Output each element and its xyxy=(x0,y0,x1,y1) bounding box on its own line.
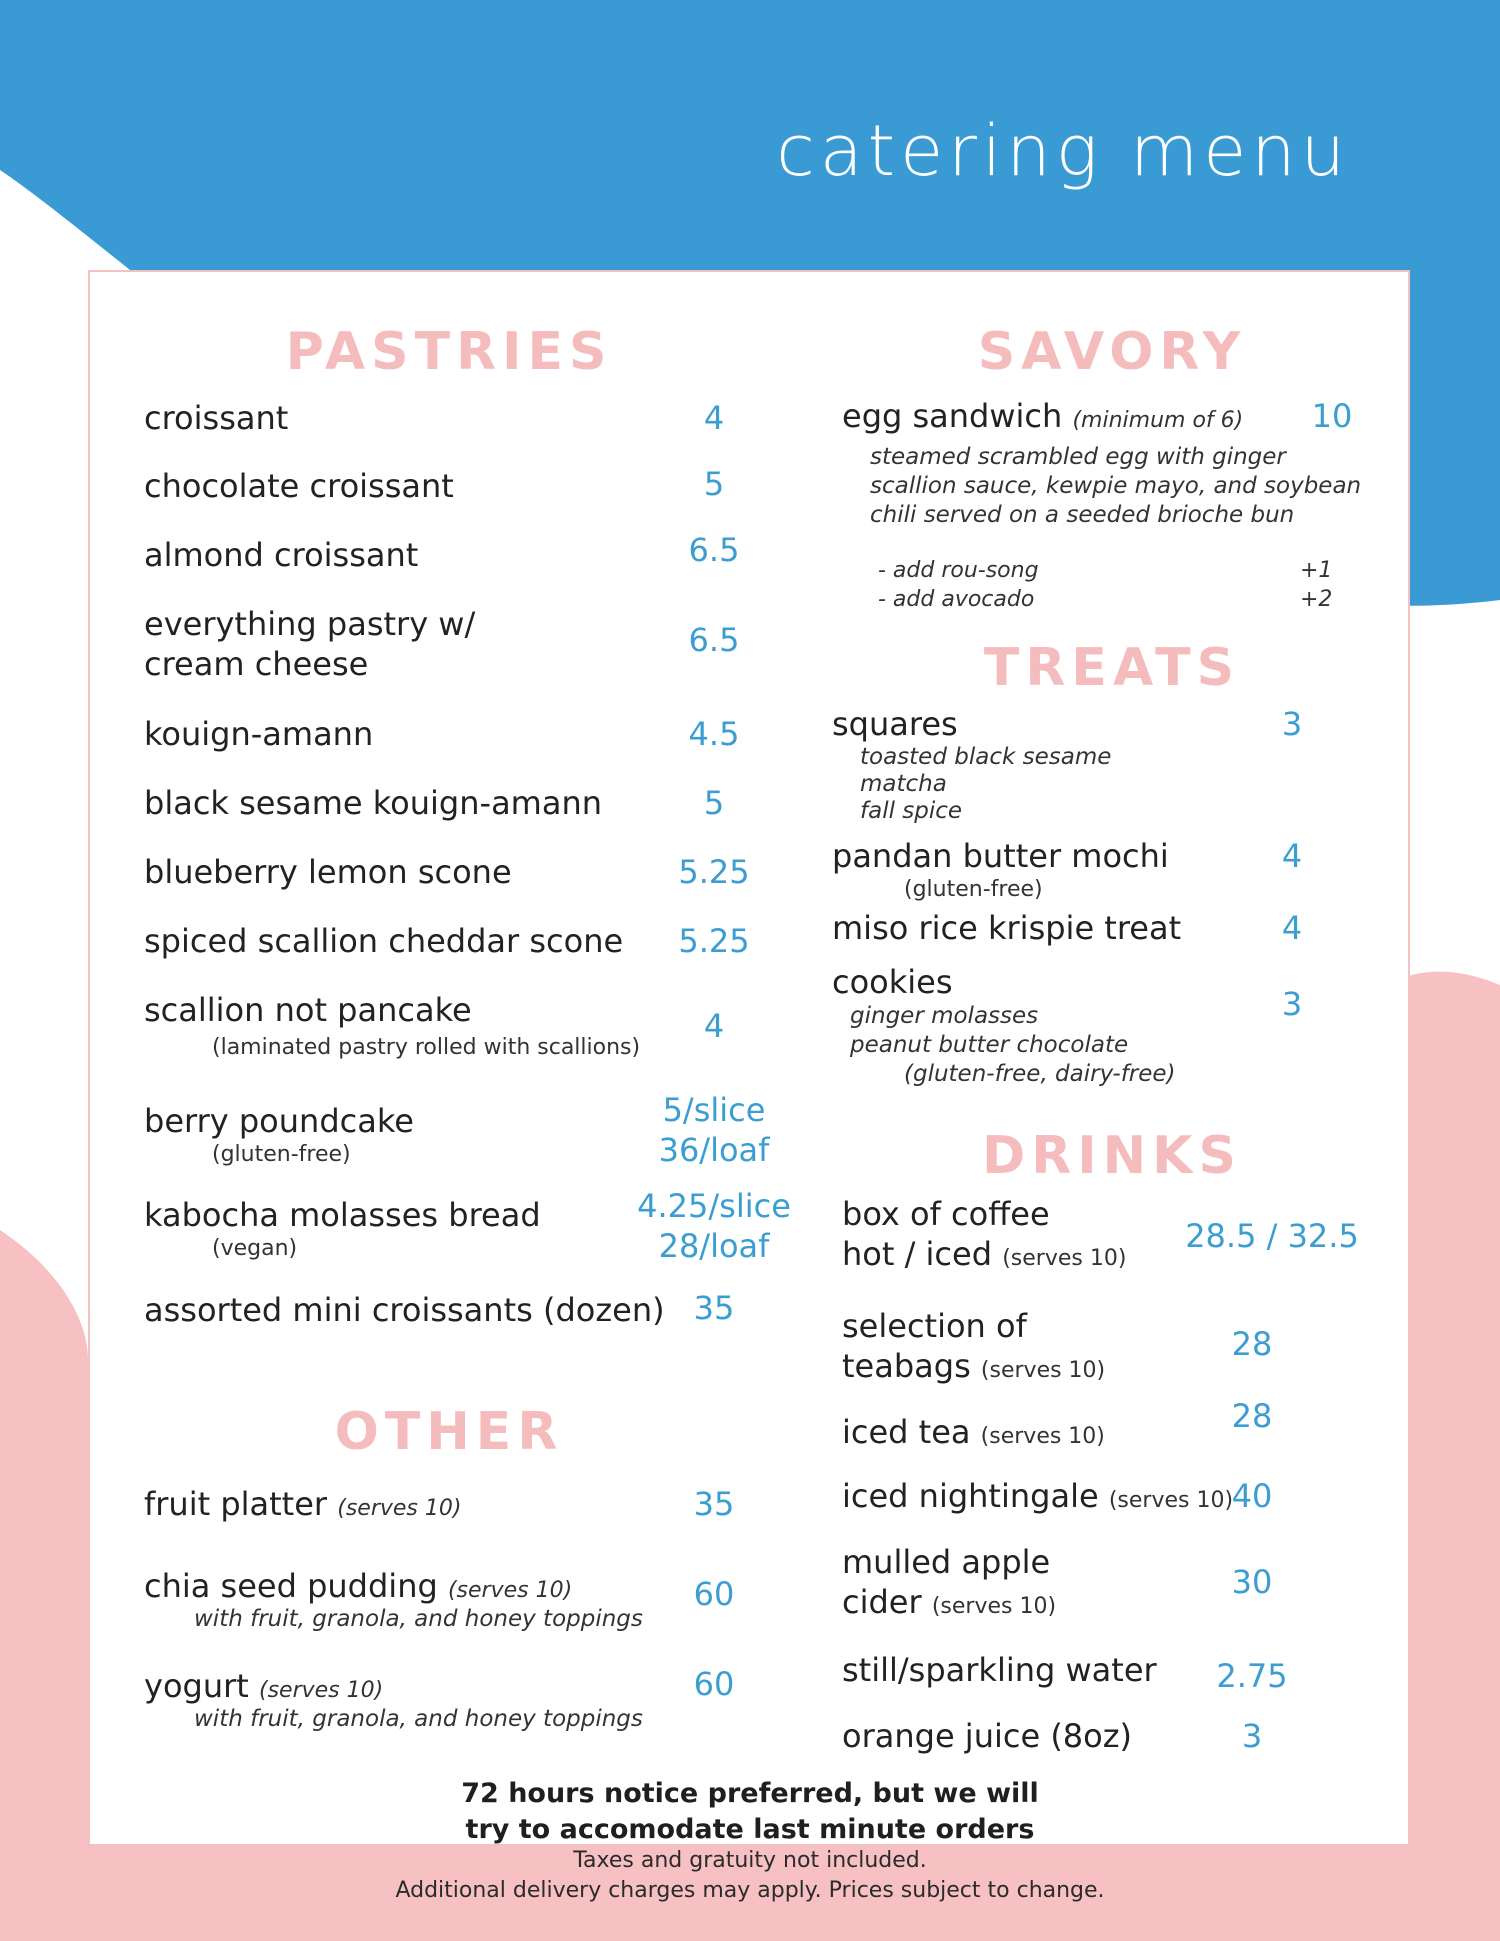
item-name: assorted mini croissants (dozen) xyxy=(144,1291,665,1329)
item-name: scallion not pancake xyxy=(144,991,472,1029)
menu-item-black-sesame-kouign-amann xyxy=(144,783,602,823)
item-name: squares xyxy=(832,705,958,743)
price-everything-pastry: 6.5 xyxy=(688,621,740,659)
item-name: chia seed pudding xyxy=(144,1567,438,1605)
menu-item-scallion-not-pancake xyxy=(144,990,640,1062)
taxes-note: Taxes and gratuity not included. xyxy=(573,1848,927,1873)
item-name: iced nightingale xyxy=(842,1477,1099,1515)
price-yogurt: 60 xyxy=(693,1665,735,1703)
addon-rou-song-price: +1 xyxy=(1300,558,1333,583)
menu-item-mulled-apple-cider xyxy=(842,1542,1056,1622)
notice-line-1: 72 hours notice preferred, but we will xyxy=(461,1778,1039,1809)
menu-item-blueberry-lemon-scone xyxy=(144,852,512,892)
item-name: box of coffee xyxy=(842,1195,1050,1233)
item-name: miso rice krispie treat xyxy=(832,909,1182,947)
item-subtitle: (laminated pastry rolled with scallions) xyxy=(212,1035,641,1060)
item-name-line2: cider xyxy=(842,1583,922,1621)
item-name: pandan butter mochi xyxy=(832,837,1169,875)
item-name: black sesame kouign-amann xyxy=(144,784,603,822)
flavor: peanut butter chocolate xyxy=(850,1032,1129,1058)
price-box-of-coffee: 28.5 / 32.5 xyxy=(1185,1217,1359,1255)
price-iced-nightingale: 40 xyxy=(1231,1477,1273,1515)
item-name: selection of xyxy=(842,1307,1027,1345)
serves-note: (serves 10) xyxy=(258,1678,384,1703)
menu-item-squares xyxy=(832,704,1111,825)
price-egg-sandwich: 10 xyxy=(1311,397,1353,435)
menu-item-almond-croissant xyxy=(144,535,418,575)
price-croissant: 4 xyxy=(703,399,725,437)
item-subtitle: (vegan) xyxy=(212,1236,298,1261)
menu-card xyxy=(88,270,1410,1846)
item-description-line: scallion sauce, kewpie mayo, and soybean xyxy=(870,473,1362,499)
item-subtitle: (gluten-free) xyxy=(212,1142,351,1167)
menu-item-iced-tea xyxy=(842,1412,1105,1452)
item-description-line: chili served on a seeded brioche bun xyxy=(870,502,1295,528)
price-miso-rice-krispie: 4 xyxy=(1281,909,1303,947)
price-kouign-amann: 4.5 xyxy=(688,715,740,753)
item-description: with fruit, granola, and honey toppings xyxy=(194,1706,643,1732)
treats-heading: TREATS xyxy=(983,638,1241,698)
price-chocolate-croissant: 5 xyxy=(703,465,725,503)
serves-note: (serves 10) xyxy=(337,1496,462,1521)
menu-item-teabags xyxy=(842,1306,1105,1386)
menu-item-pandan-butter-mochi xyxy=(832,836,1169,904)
menu-item-kouign-amann xyxy=(144,714,373,754)
addon-avocado: - add avocado xyxy=(878,587,1035,612)
addon-rou-song: - add rou-song xyxy=(878,558,1039,583)
menu-item-everything-pastry xyxy=(144,604,475,684)
menu-item-croissant xyxy=(144,398,288,438)
serves-note: (serves 10) xyxy=(980,1424,1105,1449)
price-still-sparkling-water: 2.75 xyxy=(1216,1657,1288,1695)
menu-item-kabocha-molasses-bread xyxy=(144,1195,541,1263)
item-subtitle: (gluten-free) xyxy=(904,877,1043,902)
savory-heading: SAVORY xyxy=(977,322,1247,382)
menu-item-berry-poundcake xyxy=(144,1101,414,1169)
price-spiced-scallion-cheddar-scone: 5.25 xyxy=(678,922,750,960)
price-almond-croissant: 6.5 xyxy=(688,531,740,569)
price-blueberry-lemon-scone: 5.25 xyxy=(678,853,750,891)
menu-item-iced-nightingale xyxy=(842,1476,1233,1516)
price-fruit-platter: 35 xyxy=(693,1485,735,1523)
menu-item-egg-sandwich xyxy=(842,396,1361,530)
item-name-line2: hot / iced xyxy=(842,1235,993,1273)
item-name: berry poundcake xyxy=(144,1102,414,1140)
price-black-sesame-kouign-amann: 5 xyxy=(703,784,725,822)
price-squares: 3 xyxy=(1281,705,1303,743)
menu-item-miso-rice-krispie xyxy=(832,908,1181,948)
serves-note: (serves 10) xyxy=(447,1578,573,1603)
flavor: toasted black sesame xyxy=(860,744,1112,770)
menu-item-cookies xyxy=(832,962,1176,1089)
item-name: everything pastry w/ xyxy=(144,605,476,643)
menu-item-spiced-scallion-cheddar-scone xyxy=(144,921,623,961)
serves-note: (serves 10) xyxy=(1108,1488,1234,1513)
other-heading: OTHER xyxy=(334,1402,564,1462)
notice-line-2: try to accomodate last minute orders xyxy=(465,1814,1035,1845)
price-kabocha-loaf: 28/loaf xyxy=(658,1227,770,1265)
item-name: blueberry lemon scone xyxy=(144,853,512,891)
menu-item-chia-seed-pudding xyxy=(144,1566,643,1634)
item-name: spiced scallion cheddar scone xyxy=(144,922,624,960)
item-description-line: steamed scrambled egg with ginger xyxy=(870,444,1286,470)
page-title: catering menu xyxy=(776,110,1350,192)
item-name: iced tea xyxy=(842,1413,971,1451)
price-berry-poundcake-loaf: 36/loaf xyxy=(658,1131,770,1169)
item-name: kabocha molasses bread xyxy=(144,1196,541,1234)
drinks-heading: DRINKS xyxy=(982,1126,1242,1186)
item-subtitle: (gluten-free, dairy-free) xyxy=(904,1061,1176,1087)
item-name: chocolate croissant xyxy=(144,467,454,505)
menu-item-assorted-mini-croissants xyxy=(144,1290,665,1330)
menu-item-chocolate-croissant xyxy=(144,466,454,506)
item-description: with fruit, granola, and honey toppings xyxy=(194,1606,643,1632)
menu-item-box-of-coffee xyxy=(842,1194,1126,1274)
price-assorted-mini-croissants: 35 xyxy=(693,1289,735,1327)
price-pandan-butter-mochi: 4 xyxy=(1281,837,1303,875)
price-scallion-not-pancake: 4 xyxy=(703,1007,725,1045)
item-name: cookies xyxy=(832,963,953,1001)
addon-avocado-price: +2 xyxy=(1300,587,1333,612)
delivery-note: Additional delivery charges may apply. Prices subject to change. xyxy=(395,1878,1105,1903)
item-name: fruit platter xyxy=(144,1485,328,1523)
price-chia-seed-pudding: 60 xyxy=(693,1575,735,1613)
item-name: still/sparkling water xyxy=(842,1651,1157,1689)
item-name: kouign-amann xyxy=(144,715,374,753)
price-cookies: 3 xyxy=(1281,985,1303,1023)
menu-item-still-sparkling-water xyxy=(842,1650,1157,1690)
pastries-heading: PASTRIES xyxy=(285,322,613,382)
flavor: matcha xyxy=(860,771,947,797)
item-name-line2: cream cheese xyxy=(144,645,369,683)
flavor: fall spice xyxy=(860,798,963,824)
price-orange-juice: 3 xyxy=(1241,1717,1263,1755)
minimum-note: (minimum of 6) xyxy=(1072,408,1244,433)
item-name: mulled apple xyxy=(842,1543,1051,1581)
menu-item-yogurt xyxy=(144,1666,643,1734)
serves-note: (serves 10) xyxy=(980,1358,1106,1383)
item-name: almond croissant xyxy=(144,536,419,574)
price-berry-poundcake-slice: 5/slice xyxy=(662,1091,766,1129)
menu-item-orange-juice xyxy=(842,1716,1132,1756)
item-name: orange juice (8oz) xyxy=(842,1717,1133,1755)
price-mulled-apple-cider: 30 xyxy=(1231,1563,1273,1601)
serves-note: (serves 10) xyxy=(931,1594,1057,1619)
price-teabags: 28 xyxy=(1231,1325,1273,1363)
price-iced-tea: 28 xyxy=(1231,1397,1273,1435)
serves-note: (serves 10) xyxy=(1002,1246,1127,1271)
item-name: egg sandwich xyxy=(842,397,1063,435)
menu-item-fruit-platter xyxy=(144,1484,461,1529)
item-name: croissant xyxy=(144,399,289,437)
price-kabocha-slice: 4.25/slice xyxy=(637,1187,791,1225)
flavor: ginger molasses xyxy=(850,1003,1039,1029)
item-name: yogurt xyxy=(144,1667,249,1705)
item-name-line2: teabags xyxy=(842,1347,971,1385)
